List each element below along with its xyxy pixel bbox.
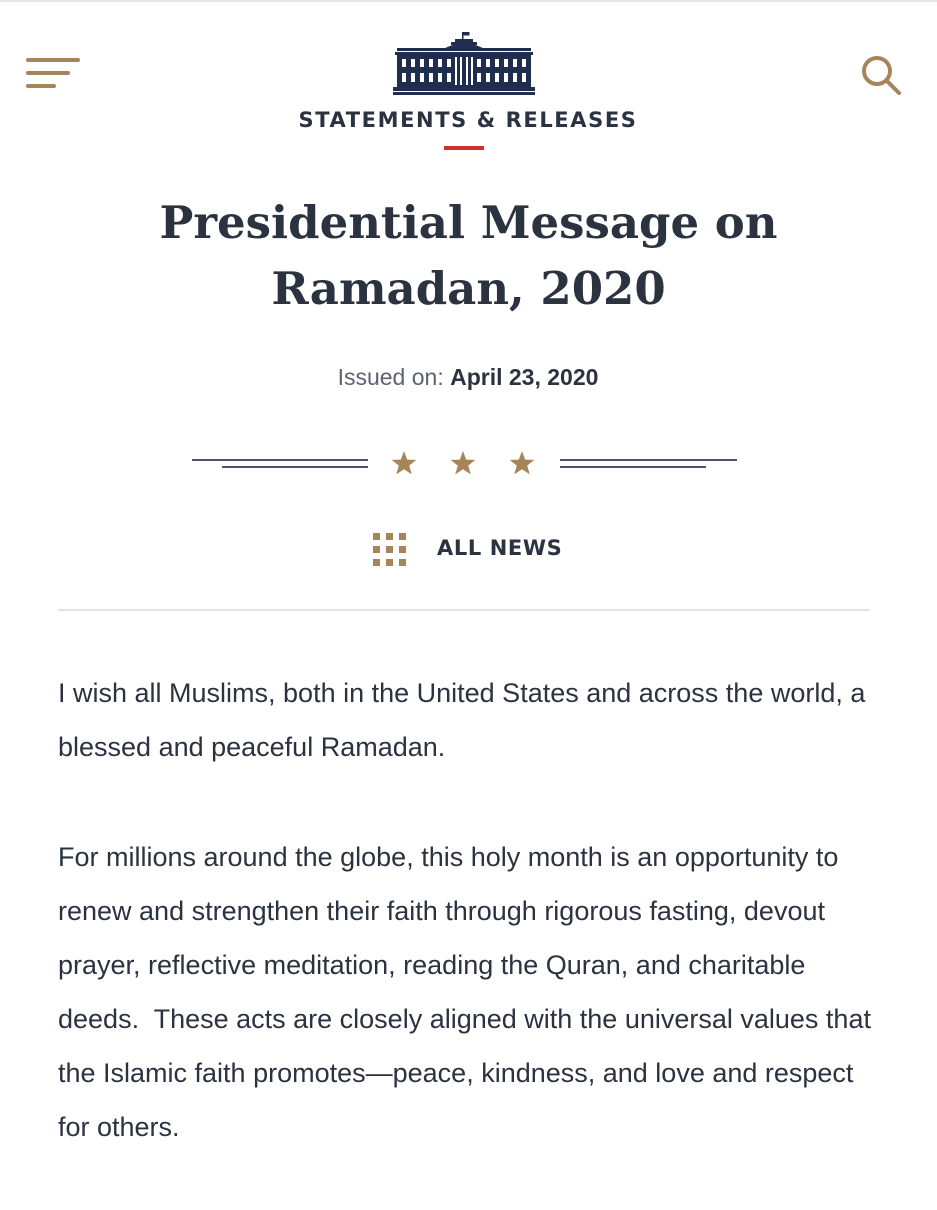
top-border <box>0 0 937 2</box>
menu-line <box>26 58 80 62</box>
white-house-logo-icon[interactable] <box>393 30 535 98</box>
menu-line <box>26 71 70 75</box>
section-link[interactable]: STATEMENTS & RELEASES <box>298 108 638 132</box>
issued-date-line <box>168 364 768 391</box>
page-title: Presidential Message on Ramadan, 2020 <box>159 196 778 315</box>
issued-label: Issued on: <box>337 364 444 390</box>
all-news-label: ALL NEWS <box>437 536 563 560</box>
article-body <box>58 666 888 1210</box>
menu-line <box>26 84 56 88</box>
three-stars-divider-icon <box>192 446 737 482</box>
search-icon[interactable] <box>856 52 906 98</box>
issued-date: April 23, 2020 <box>450 364 599 390</box>
section-underline <box>444 146 484 150</box>
content-divider <box>58 609 870 611</box>
article-paragraph: For millions around the globe, this holy month is an opportunity to renew and strengthen their faith through rigorous fasting, devout prayer, reflective meditation, reading the Quran, and charitable deeds. These acts are closely aligned with the universal values that the Islamic faith promotes—peace, kindness, and love and respect for others. <box>58 842 879 1142</box>
all-news-link[interactable] <box>370 530 590 570</box>
grid-icon <box>370 530 410 570</box>
hamburger-menu-icon[interactable] <box>24 50 86 96</box>
article-paragraph: I wish all Muslims, both in the United States and across the world, a blessed and peaceful Ramadan. <box>58 678 873 762</box>
